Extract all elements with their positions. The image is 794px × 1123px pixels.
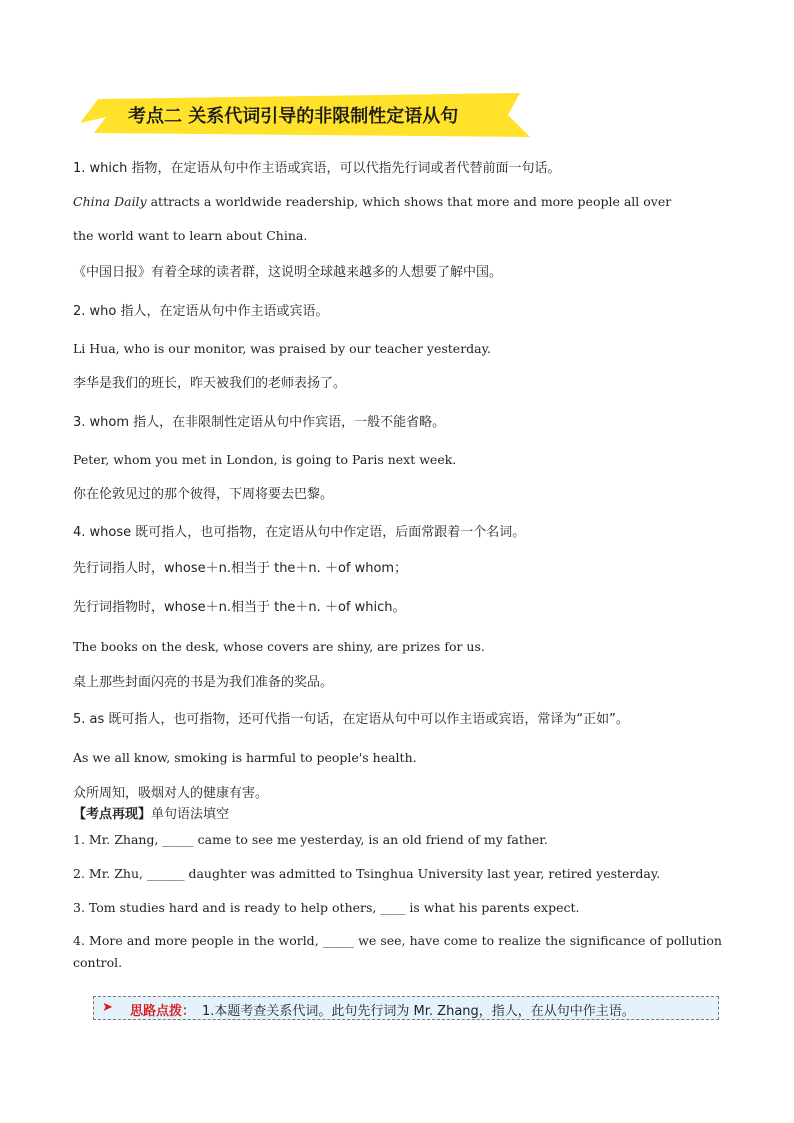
- exercise-item-3: 3. Tom studies hard and is ready to help others, ____ is what his parents expect.: [73, 900, 580, 915]
- whom-translation: 你在伦敦见过的那个彼得，下周将要去巴黎。: [73, 487, 334, 502]
- hint-label: 思路点拨：: [130, 1004, 196, 1019]
- exercise-item-1: 1. Mr. Zhang, _____ came to see me yesterday, is an old friend of my father.: [73, 832, 548, 847]
- whose-translation: 桌上那些封面闪亮的书是为我们准备的奖品。: [73, 675, 334, 690]
- which-heading: 1. which 指物，在定语从句中作主语或宾语，可以代指先行词或者代替前面一句话。: [73, 161, 561, 176]
- who-translation: 李华是我们的班长，昨天被我们的老师表扬了。: [73, 376, 347, 391]
- as-heading: 5. as 既可指人，也可指物，还可代指一句话，在定语从句中可以作主语或宾语，常译为“正如”。: [73, 712, 629, 727]
- banner-title: 考点二 关系代词引导的非限制性定语从句: [128, 106, 459, 127]
- whom-heading: 3. whom 指人，在非限制性定语从句中作宾语，一般不能省略。: [73, 415, 446, 430]
- whose-rule-person: 先行词指人时，whose＋n.相当于 the＋n. ＋of whom；: [73, 561, 408, 576]
- exercise-title-bracket: 【考点再现】: [73, 807, 152, 822]
- arrow-icon: ➤: [102, 1000, 113, 1015]
- section-banner: [80, 93, 536, 139]
- which-example-rest: attracts a worldwide readership, which shows that more and more people all over: [146, 194, 672, 209]
- exercise-item-4: 4. More and more people in the world, _____ we see, have come to realize the significance of pollution control.: [73, 933, 722, 970]
- which-example-line2: the world want to learn about China.: [73, 228, 308, 243]
- exercise-item-2: 2. Mr. Zhu, ______ daughter was admitted to Tsinghua University last year, retired yesterday.: [73, 866, 661, 881]
- as-example: As we all know, smoking is harmful to people's health.: [73, 750, 417, 765]
- whose-example: The books on the desk, whose covers are shiny, are prizes for us.: [73, 639, 485, 654]
- which-example-italic: China Daily: [73, 194, 147, 209]
- whose-heading: 4. whose 既可指人，也可指物，在定语从句中作定语，后面常跟着一个名词。: [73, 525, 526, 540]
- as-translation: 众所周知，吸烟对人的健康有害。: [73, 786, 269, 801]
- whom-example: Peter, whom you met in London, is going to Paris next week.: [73, 452, 457, 467]
- which-translation: 《中国日报》有着全球的读者群，这说明全球越来越多的人想要了解中国。: [73, 265, 503, 280]
- who-example: Li Hua, who is our monitor, was praised by our teacher yesterday.: [73, 341, 491, 356]
- hint-box: [93, 996, 719, 1020]
- who-heading: 2. who 指人，在定语从句中作主语或宾语。: [73, 304, 329, 319]
- exercise-title-rest: 单句语法填空: [151, 807, 230, 822]
- exercise-title: [73, 806, 723, 824]
- whose-rule-thing: 先行词指物时，whose＋n.相当于 the＋n. ＋of which。: [73, 600, 406, 615]
- which-example-line1: [73, 193, 723, 211]
- hint-text: 1.本题考查关系代词。此句先行词为 Mr. Zhang，指人，在从句中作主语。: [202, 1004, 635, 1019]
